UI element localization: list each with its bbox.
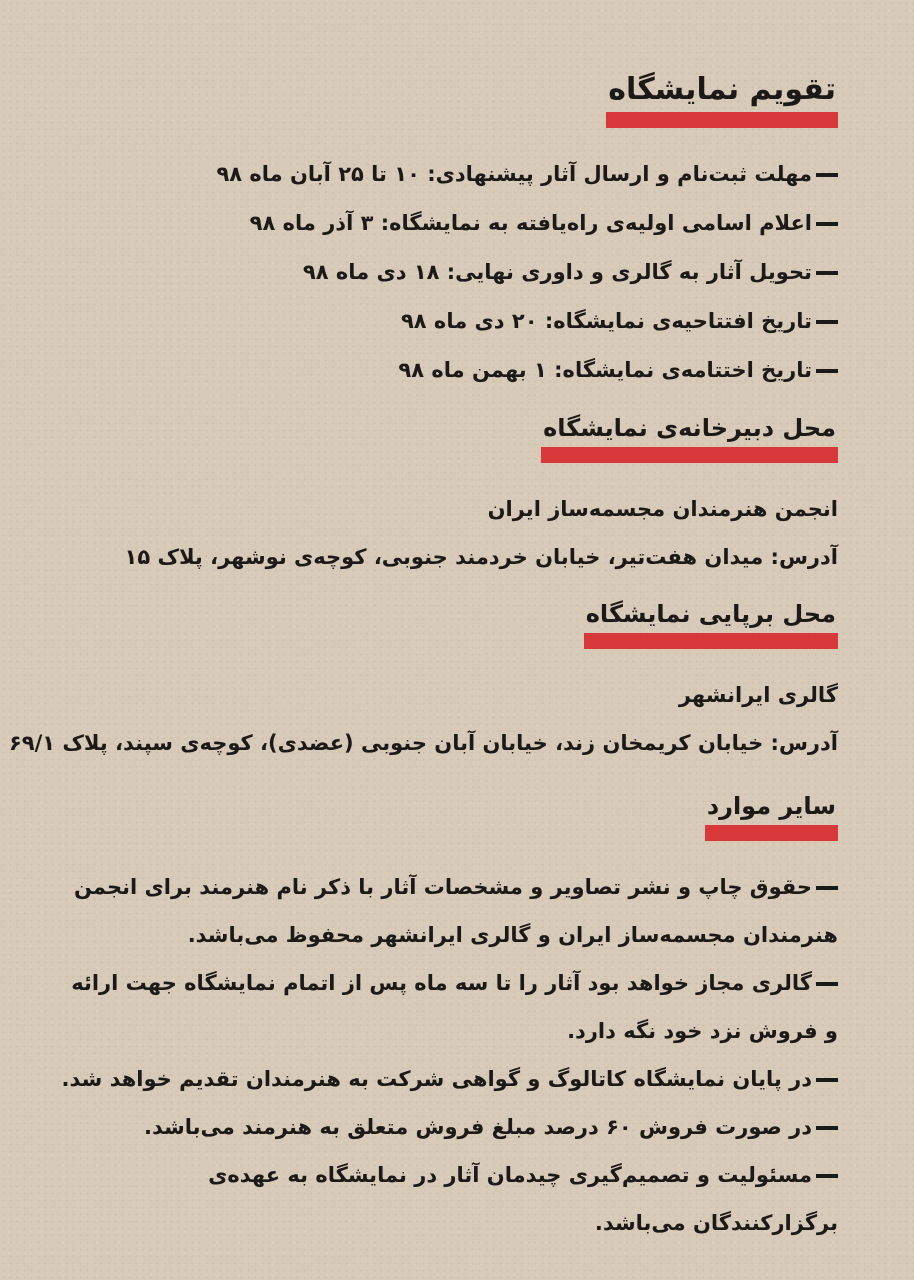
other-item: در پایان نمایشگاه کاتالوگ و گواهی شرکت به هنرمندان تقدیم خواهد شد. <box>60 1055 838 1103</box>
venue-section-title-wrap <box>60 597 838 657</box>
other-title: سایر موارد <box>707 789 838 849</box>
secretariat-title: محل دبیرخانه‌ی نمایشگاه <box>543 411 838 471</box>
venue-name: گالری ایرانشهر <box>678 683 838 707</box>
other-item: مسئولیت و تصمیم‌گیری چیدمان آثار در نمایشگاه به عهده‌ی برگزارکنندگان می‌باشد. <box>208 1163 838 1235</box>
calendar-list <box>60 150 838 395</box>
dash-icon <box>816 982 838 986</box>
calendar-title: تقویم نمایشگاه <box>608 70 838 136</box>
title-underline-bar <box>584 633 838 649</box>
title-underline-bar <box>541 447 838 463</box>
title-underline-bar <box>606 112 838 128</box>
dash-icon <box>816 1126 838 1130</box>
venue-address: آدرس: خیابان کریمخان زند، خیابان آبان جنوبی (عضدی)، کوچه‌ی سپند، پلاک ۶۹/۱ <box>8 731 838 755</box>
dash-icon <box>816 886 838 890</box>
dash-icon <box>816 222 838 226</box>
dash-icon <box>816 1174 838 1178</box>
secretariat-name: انجمن هنرمندان مجسمه‌ساز ایران <box>487 497 838 521</box>
dash-icon <box>816 1078 838 1082</box>
dash-icon <box>816 320 838 324</box>
venue-title: محل برپایی نمایشگاه <box>586 597 838 657</box>
calendar-item: تحویل آثار به گالری و داوری نهایی: ۱۸ دی ماه ۹۸ <box>60 248 838 297</box>
dash-icon <box>816 271 838 275</box>
secretariat-section-title-wrap <box>60 411 838 471</box>
other-list <box>60 863 838 1247</box>
calendar-item: تاریخ اختتامه‌ی نمایشگاه: ۱ بهمن ماه ۹۸ <box>60 346 838 395</box>
secretariat-address: آدرس: میدان هفت‌تیر، خیابان خردمند جنوبی، کوچه‌ی نوشهر، پلاک ۱۵ <box>124 545 838 569</box>
other-item: گالری مجاز خواهد بود آثار را تا سه ماه پس از اتمام نمایشگاه جهت ارائه و فروش نزد خود نگه دارد. <box>71 971 838 1043</box>
calendar-item: تاریخ افتتاحیه‌ی نمایشگاه: ۲۰ دی ماه ۹۸ <box>60 297 838 346</box>
exhibition-info-page <box>8 70 838 1247</box>
other-item: در صورت فروش ۶۰ درصد مبلغ فروش متعلق به هنرمند می‌باشد. <box>60 1103 838 1151</box>
dash-icon <box>816 173 838 177</box>
other-item: حقوق چاپ و نشر تصاویر و مشخصات آثار با ذکر نام هنرمند برای انجمن هنرمندان مجسمه‌ساز ایران و گالری ایرانشهر محفوظ می‌باشد. <box>74 875 838 947</box>
calendar-section-title-wrap <box>60 70 838 136</box>
other-section-title-wrap <box>60 789 838 849</box>
dash-icon <box>816 369 838 373</box>
calendar-item: مهلت ثبت‌نام و ارسال آثار پیشنهادی: ۱۰ تا ۲۵ آبان ماه ۹۸ <box>60 150 838 199</box>
title-underline-bar <box>705 825 838 841</box>
calendar-item: اعلام اسامی اولیه‌ی راه‌یافته به نمایشگاه: ۳ آذر ماه ۹۸ <box>60 199 838 248</box>
